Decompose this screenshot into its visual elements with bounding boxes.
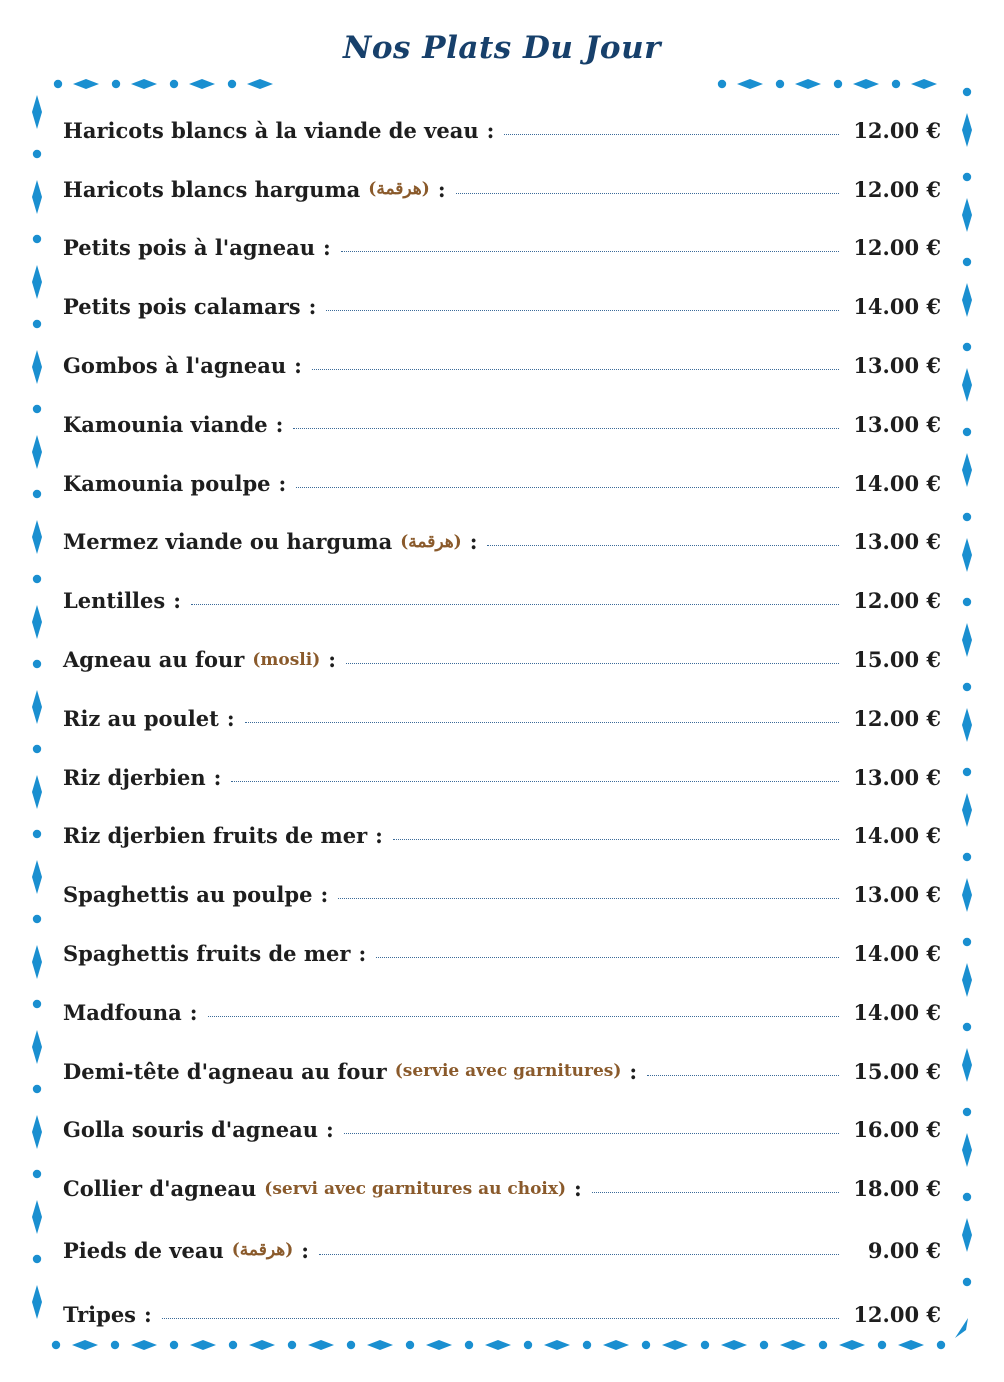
border-diamond bbox=[32, 690, 42, 724]
dish-price: 12.00 € bbox=[853, 705, 941, 731]
menu-item bbox=[63, 336, 941, 395]
dish-price: 12.00 € bbox=[853, 235, 941, 261]
border-dot bbox=[33, 575, 41, 583]
menu-item bbox=[63, 807, 941, 866]
border-diamond bbox=[131, 79, 157, 89]
dish-note: (servi avec garnitures au choix) bbox=[264, 1178, 567, 1199]
dish-price: 14.00 € bbox=[853, 999, 941, 1025]
dish-name: Agneau au four bbox=[63, 647, 245, 673]
dish-name: Riz djerbien bbox=[63, 764, 206, 790]
border-dot bbox=[718, 80, 726, 88]
dish-note: (servie avec garnitures) bbox=[394, 1061, 622, 1082]
menu-item bbox=[63, 630, 941, 689]
border-corner bbox=[955, 1318, 968, 1338]
border-diamond bbox=[911, 79, 937, 89]
border-dot bbox=[33, 1255, 41, 1263]
border-diamond bbox=[32, 605, 42, 639]
separator-colon: : bbox=[189, 999, 198, 1025]
separator-colon: : bbox=[323, 235, 331, 261]
separator-colon: : bbox=[308, 294, 317, 320]
dotted-leader bbox=[191, 604, 839, 605]
separator-colon: : bbox=[320, 882, 329, 908]
dish-price: 13.00 € bbox=[853, 882, 941, 908]
border-dot bbox=[112, 80, 120, 88]
border-dot bbox=[33, 915, 41, 923]
border-diamond bbox=[962, 963, 972, 997]
border-dot bbox=[33, 320, 41, 328]
dotted-leader bbox=[319, 1254, 839, 1255]
border-diamond bbox=[962, 453, 972, 487]
separator-colon: : bbox=[213, 764, 222, 790]
menu-item bbox=[63, 1282, 941, 1346]
dish-price: 18.00 € bbox=[853, 1176, 941, 1202]
menu-item bbox=[63, 454, 941, 513]
separator-colon: : bbox=[437, 176, 446, 202]
border-dot bbox=[963, 683, 971, 691]
dish-note: (هرقمة) bbox=[400, 531, 462, 552]
border-diamond bbox=[962, 283, 972, 317]
border-diamond bbox=[962, 1218, 972, 1252]
dish-name: Collier d'agneau bbox=[63, 1176, 257, 1202]
dish-name: Pieds de veau bbox=[63, 1237, 224, 1263]
separator-colon: : bbox=[173, 588, 181, 614]
border-dot bbox=[963, 598, 971, 606]
border-diamond bbox=[73, 79, 99, 89]
separator-colon: : bbox=[294, 353, 302, 379]
dotted-leader bbox=[326, 310, 839, 311]
border-diamond bbox=[962, 1133, 972, 1167]
dish-name: Petits pois à l'agneau bbox=[63, 235, 316, 261]
separator-colon: : bbox=[275, 411, 284, 437]
dish-price: 14.00 € bbox=[853, 470, 941, 496]
dish-note: (mosli) bbox=[252, 649, 321, 670]
dotted-leader bbox=[312, 369, 839, 370]
border-diamond bbox=[737, 79, 763, 89]
border-dot bbox=[33, 235, 41, 243]
border-diamond bbox=[962, 878, 972, 912]
dotted-leader bbox=[162, 1318, 839, 1319]
border-dot bbox=[33, 1085, 41, 1093]
dish-name: Petits pois calamars bbox=[63, 294, 301, 320]
dish-price: 15.00 € bbox=[853, 647, 941, 673]
menu-item bbox=[63, 219, 941, 278]
border-diamond bbox=[962, 198, 972, 232]
dotted-leader bbox=[296, 487, 839, 488]
separator-colon: : bbox=[328, 647, 337, 673]
border-diamond bbox=[853, 79, 879, 89]
border-dot bbox=[963, 1023, 971, 1031]
border-diamond bbox=[962, 113, 972, 147]
dish-name: Golla souris d'agneau bbox=[63, 1117, 318, 1143]
border-dot bbox=[963, 173, 971, 181]
menu-item bbox=[63, 160, 941, 219]
border-dot bbox=[963, 88, 971, 96]
dish-name: Riz djerbien fruits de mer bbox=[63, 823, 368, 849]
dish-name: Gombos à l'agneau bbox=[63, 353, 287, 379]
dotted-leader bbox=[245, 722, 839, 723]
border-dot bbox=[963, 258, 971, 266]
separator-colon: : bbox=[486, 117, 495, 143]
menu-item bbox=[63, 1042, 941, 1101]
border-diamond bbox=[962, 793, 972, 827]
dotted-leader bbox=[504, 134, 839, 135]
border-diamond bbox=[32, 860, 42, 894]
border-dot bbox=[776, 80, 784, 88]
dotted-leader bbox=[456, 193, 839, 194]
dish-name: Mermez viande ou harguma bbox=[63, 529, 393, 555]
border-dot bbox=[963, 1193, 971, 1201]
dotted-leader bbox=[293, 428, 839, 429]
dish-name: Madfouna bbox=[63, 999, 182, 1025]
dotted-leader bbox=[341, 251, 839, 252]
menu-item bbox=[63, 1218, 941, 1282]
dish-price: 12.00 € bbox=[853, 176, 941, 202]
menu-item bbox=[63, 748, 941, 807]
border-dot bbox=[33, 1000, 41, 1008]
border-diamond bbox=[32, 265, 42, 299]
dish-price: 13.00 € bbox=[853, 353, 941, 379]
border-dot bbox=[963, 1108, 971, 1116]
dish-name: Lentilles bbox=[63, 588, 166, 614]
border-diamond bbox=[189, 79, 215, 89]
border-dot bbox=[963, 343, 971, 351]
menu-item bbox=[63, 101, 941, 160]
border-diamond bbox=[32, 1285, 42, 1319]
menu-item bbox=[63, 513, 941, 572]
dish-price: 15.00 € bbox=[853, 1058, 941, 1084]
dish-price: 14.00 € bbox=[853, 823, 941, 849]
border-diamond bbox=[32, 95, 42, 129]
border-diamond bbox=[962, 708, 972, 742]
border-dot bbox=[33, 405, 41, 413]
border-dot bbox=[54, 80, 62, 88]
dish-note: (هرقمة) bbox=[368, 179, 430, 200]
dish-price: 13.00 € bbox=[853, 411, 941, 437]
dish-note: (هرقمة) bbox=[231, 1240, 294, 1261]
border-dot bbox=[170, 80, 178, 88]
menu-item bbox=[63, 1101, 941, 1160]
dish-price: 13.00 € bbox=[853, 764, 941, 790]
menu-item bbox=[63, 395, 941, 454]
border-dot bbox=[892, 80, 900, 88]
border-dot bbox=[228, 80, 236, 88]
dish-name: Haricots blancs à la viande de veau bbox=[63, 117, 479, 143]
separator-colon: : bbox=[326, 1117, 334, 1143]
border-diamond bbox=[32, 1115, 42, 1149]
menu-item bbox=[63, 277, 941, 336]
border-diamond bbox=[247, 79, 273, 89]
border-dot bbox=[33, 150, 41, 158]
border-diamond bbox=[962, 1048, 972, 1082]
dish-price: 16.00 € bbox=[853, 1117, 941, 1143]
border-diamond bbox=[32, 435, 42, 469]
menu-item bbox=[63, 689, 941, 748]
dish-name: Spaghettis fruits de mer bbox=[63, 941, 351, 967]
menu-list bbox=[63, 101, 941, 1346]
border-diamond bbox=[32, 520, 42, 554]
border-dot bbox=[963, 428, 971, 436]
separator-colon: : bbox=[278, 470, 287, 496]
border-diamond bbox=[962, 538, 972, 572]
dish-price: 14.00 € bbox=[853, 294, 941, 320]
border-diamond bbox=[795, 79, 821, 89]
menu-item bbox=[63, 924, 941, 983]
dotted-leader bbox=[647, 1075, 839, 1076]
page-title: Nos Plats Du Jour bbox=[343, 30, 661, 66]
menu-item bbox=[63, 983, 941, 1042]
border-dot bbox=[963, 1278, 971, 1286]
separator-colon: : bbox=[226, 705, 235, 731]
border-dot bbox=[963, 513, 971, 521]
border-dot bbox=[33, 490, 41, 498]
border-diamond bbox=[962, 368, 972, 402]
dish-name: Haricots blancs harguma bbox=[63, 176, 361, 202]
separator-colon: : bbox=[144, 1301, 152, 1327]
dotted-leader bbox=[338, 898, 839, 899]
dish-name: Kamounia viande bbox=[63, 411, 268, 437]
dish-name: Demi-tête d'agneau au four bbox=[63, 1058, 387, 1084]
dish-price: 13.00 € bbox=[853, 529, 941, 555]
separator-colon: : bbox=[301, 1237, 310, 1263]
border-dot bbox=[963, 938, 971, 946]
border-dot bbox=[963, 768, 971, 776]
separator-colon: : bbox=[629, 1058, 638, 1084]
dish-name: Kamounia poulpe bbox=[63, 470, 271, 496]
border-diamond bbox=[32, 350, 42, 384]
dotted-leader bbox=[231, 781, 839, 782]
dotted-leader bbox=[592, 1192, 839, 1193]
border-diamond bbox=[32, 180, 42, 214]
dotted-leader bbox=[376, 957, 839, 958]
separator-colon: : bbox=[375, 823, 383, 849]
dotted-leader bbox=[393, 839, 839, 840]
dish-name: Riz au poulet bbox=[63, 705, 219, 731]
dotted-leader bbox=[208, 1016, 840, 1017]
border-dot bbox=[33, 660, 41, 668]
menu-item bbox=[63, 865, 941, 924]
separator-colon: : bbox=[358, 941, 367, 967]
border-diamond bbox=[962, 623, 972, 657]
border-diamond bbox=[32, 945, 42, 979]
border-dot bbox=[33, 830, 41, 838]
dish-price: 12.00 € bbox=[853, 1301, 941, 1327]
menu-item bbox=[63, 1159, 941, 1218]
dish-price: 9.00 € bbox=[867, 1237, 941, 1263]
dish-price: 14.00 € bbox=[853, 941, 941, 967]
border-diamond bbox=[32, 1030, 42, 1064]
border-dot bbox=[52, 1341, 60, 1349]
dotted-leader bbox=[346, 663, 839, 664]
border-dot bbox=[33, 745, 41, 753]
border-dot bbox=[963, 853, 971, 861]
menu-item bbox=[63, 571, 941, 630]
dish-price: 12.00 € bbox=[853, 117, 941, 143]
border-dot bbox=[834, 80, 842, 88]
separator-colon: : bbox=[469, 529, 478, 555]
dotted-leader bbox=[487, 545, 839, 546]
border-diamond bbox=[32, 1200, 42, 1234]
dish-price: 12.00 € bbox=[853, 588, 941, 614]
dish-name: Spaghettis au poulpe bbox=[63, 882, 313, 908]
separator-colon: : bbox=[574, 1176, 582, 1202]
dish-name: Tripes bbox=[63, 1301, 137, 1327]
border-diamond bbox=[32, 775, 42, 809]
border-dot bbox=[33, 1170, 41, 1178]
dotted-leader bbox=[344, 1133, 839, 1134]
